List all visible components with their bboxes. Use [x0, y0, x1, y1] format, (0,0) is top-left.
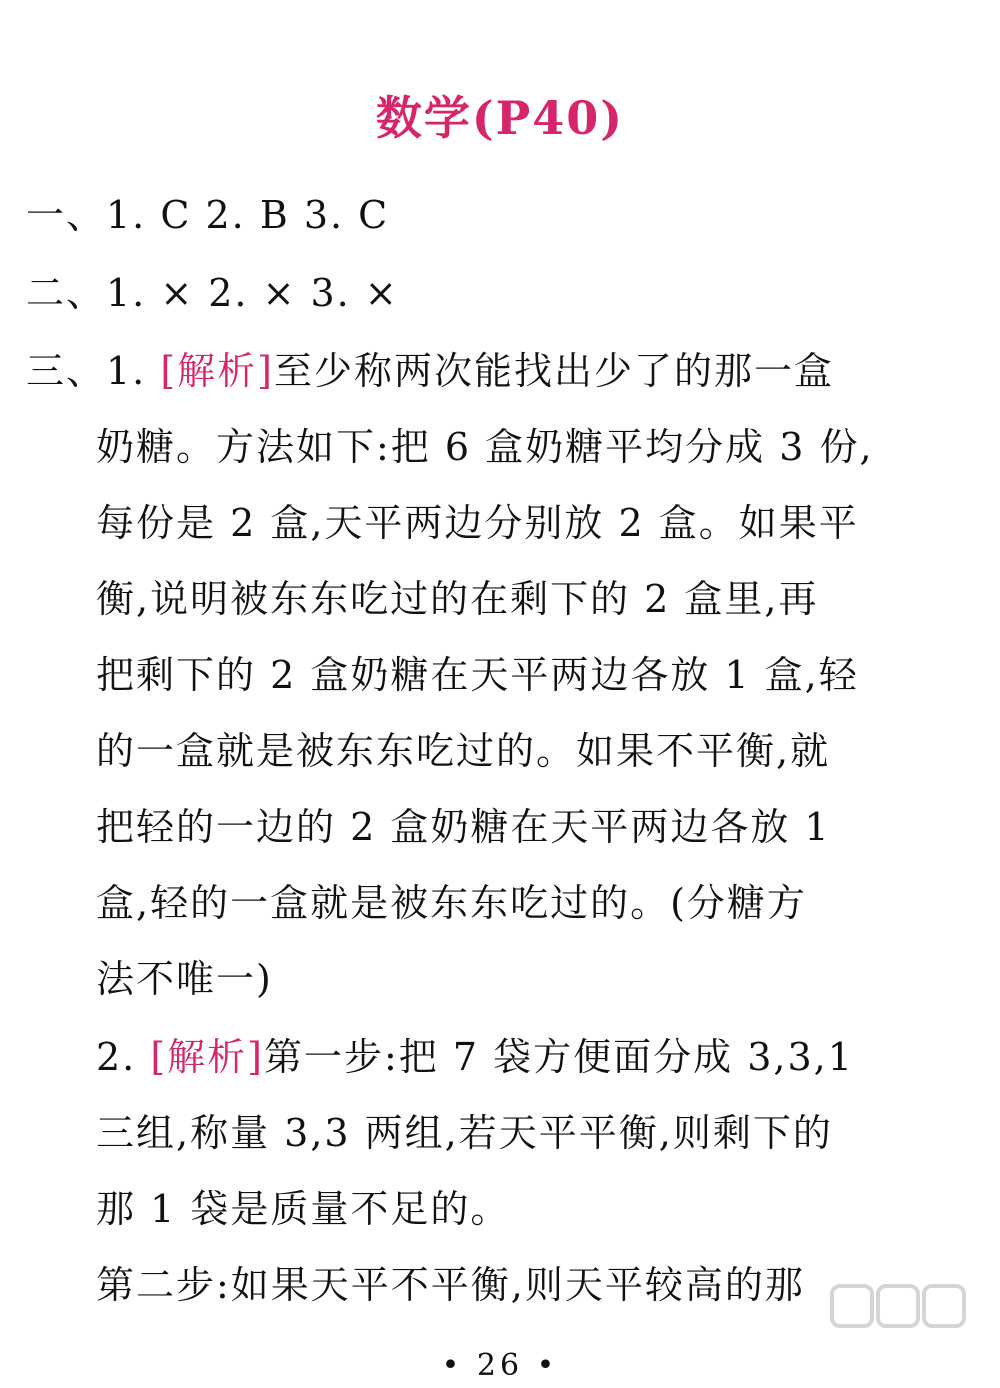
answer-line-1: 一、1. C 2. B 3. C: [26, 193, 390, 237]
answer-line-3: [0, 346, 1000, 396]
analysis-tag: [解析]: [160, 349, 274, 393]
answer-line-7: 把剩下的 2 盒奶糖在天平两边各放 1 盒,轻: [96, 653, 859, 697]
answer-line-6: 衡,说明被东东吃过的在剩下的 2 盒里,再: [96, 577, 819, 621]
analysis-text: 第一步:把 7 袋方便面分成 3,3,1: [264, 1035, 854, 1079]
page-number: • 26 •: [441, 1348, 559, 1383]
question-number: 三、1.: [26, 349, 161, 393]
answer-line-8: 的一盒就是被东东吃过的。如果不平衡,就: [96, 729, 831, 773]
answer-line-4: 奶糖。方法如下:把 6 盒奶糖平均分成 3 份,: [96, 425, 874, 469]
page-title: 数学(P40): [375, 91, 625, 145]
answer-line-5: 每份是 2 盒,天平两边分别放 2 盒。如果平: [96, 501, 859, 545]
answer-line-2: 二、1. × 2. × 3. ×: [26, 271, 399, 315]
answer-line-12: [0, 1032, 1000, 1082]
question-number: 2.: [96, 1035, 151, 1079]
watermark-logo: [812, 1278, 982, 1378]
answer-line-10: 盒,轻的一盒就是被东东吃过的。(分糖方: [96, 881, 807, 925]
answer-line-14: 那 1 袋是质量不足的。: [96, 1187, 511, 1231]
answer-line-13: 三组,称量 3,3 两组,若天平平衡,则剩下的: [96, 1111, 833, 1155]
answer-line-15: 第二步:如果天平不平衡,则天平较高的那: [96, 1263, 805, 1307]
analysis-tag: [解析]: [150, 1035, 264, 1079]
answer-line-9: 把轻的一边的 2 盒奶糖在天平两边各放 1: [96, 805, 831, 849]
answer-line-11: 法不唯一): [96, 957, 273, 1001]
analysis-text: 至少称两次能找出少了的那一盒: [274, 349, 835, 393]
